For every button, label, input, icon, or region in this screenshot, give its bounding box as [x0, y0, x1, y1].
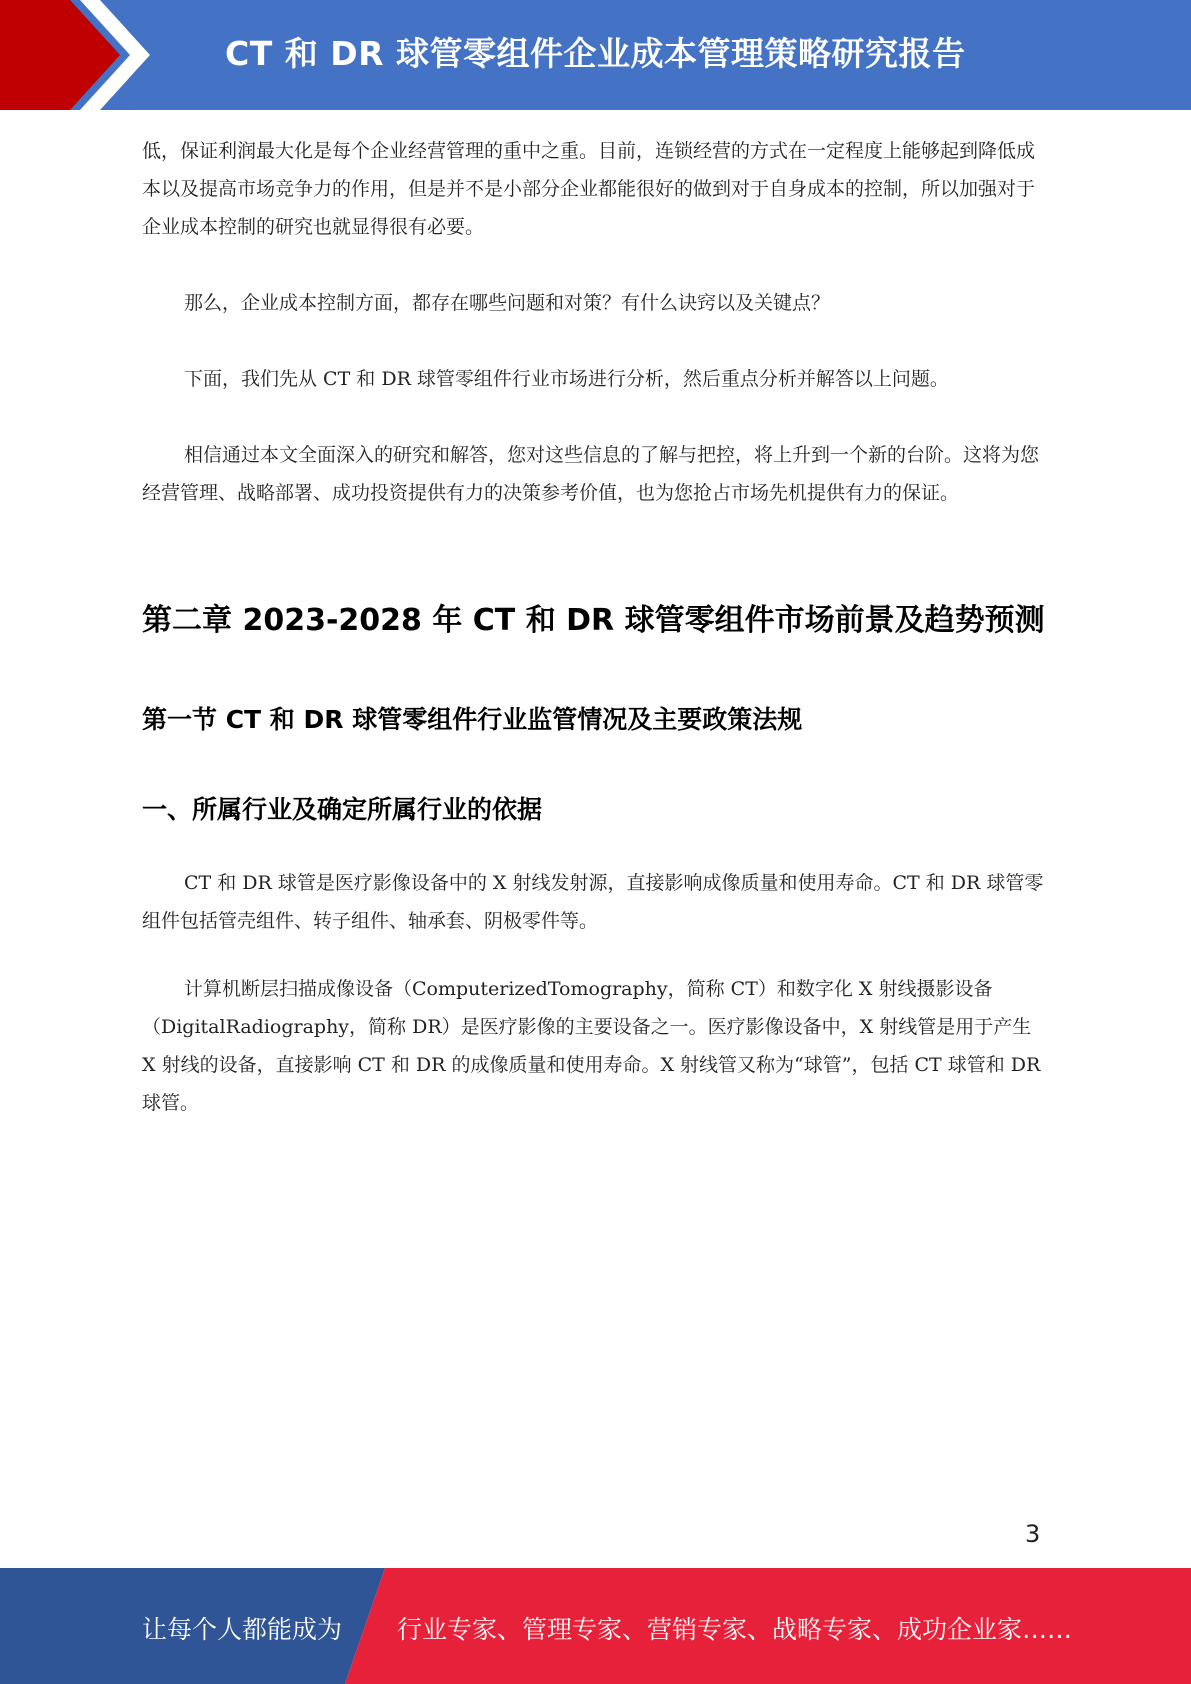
paragraph-1: 低，保证利润最大化是每个企业经营管理的重中之重。目前，连锁经营的方式在一定程度上能够起到降低成本以及提高市场竞争力的作用，但是并不是小部分企业都能很好的做到对于自身成本的控制，所以加强对于企业成本控制的研究也就显得很有必要。 [142, 140, 1036, 238]
section-heading: 第一节 CT 和 DR 球管零组件行业监管情况及主要政策法规 [142, 705, 803, 734]
report-title: CT 和 DR 球管零组件企业成本管理策略研究报告 [225, 34, 966, 73]
paragraph-4: 相信通过本文全面深入的研究和解答，您对这些信息的了解与把控，将上升到一个新的台阶。这将为您经营管理、战略部署、成功投资提供有力的决策参考价值，也为您抢占市场先机提供有力的保证。 [142, 444, 1040, 504]
subsection-heading: 一、所属行业及确定所属行业的依据 [142, 795, 543, 824]
paragraph-3: 下面，我们先从 CT 和 DR 球管零组件行业市场进行分析，然后重点分析并解答以上问题。 [184, 368, 949, 390]
paragraph-2: 那么，企业成本控制方面，都存在哪些问题和对策？有什么诀窍以及关键点？ [184, 292, 831, 314]
footer-slogan-right: 行业专家、管理专家、营销专家、战略专家、成功企业家…… [397, 1615, 1073, 1644]
footer-slogan-left: 让每个人都能成为 [142, 1615, 343, 1644]
page-footer [0, 1568, 1191, 1684]
chapter-heading: 第二章 2023-2028 年 CT 和 DR 球管零组件市场前景及趋势预测 [142, 603, 1045, 638]
paragraph-6: 计算机断层扫描成像设备（ComputerizedTomography，简称 CT）和数字化 X 射线摄影设备（DigitalRadiography，简称 DR）是医疗影像的主要设备之一。医疗影像设备中，X 射线管是用于产生 X 射线的设备，直接影响 CT 和 DR 的成像质量和使用寿命。X 射线管又称为“球管”，包括 CT 球管和 DR 球管。 [142, 978, 1041, 1114]
page-header [0, 0, 1191, 110]
paragraph-5: CT 和 DR 球管是医疗影像设备中的 X 射线发射源，直接影响成像质量和使用寿命。CT 和 DR 球管零组件包括管壳组件、转子组件、轴承套、阴极零件等。 [142, 872, 1044, 932]
page-number: 3 [1025, 1520, 1041, 1548]
header-arrow-decoration [0, 0, 160, 110]
